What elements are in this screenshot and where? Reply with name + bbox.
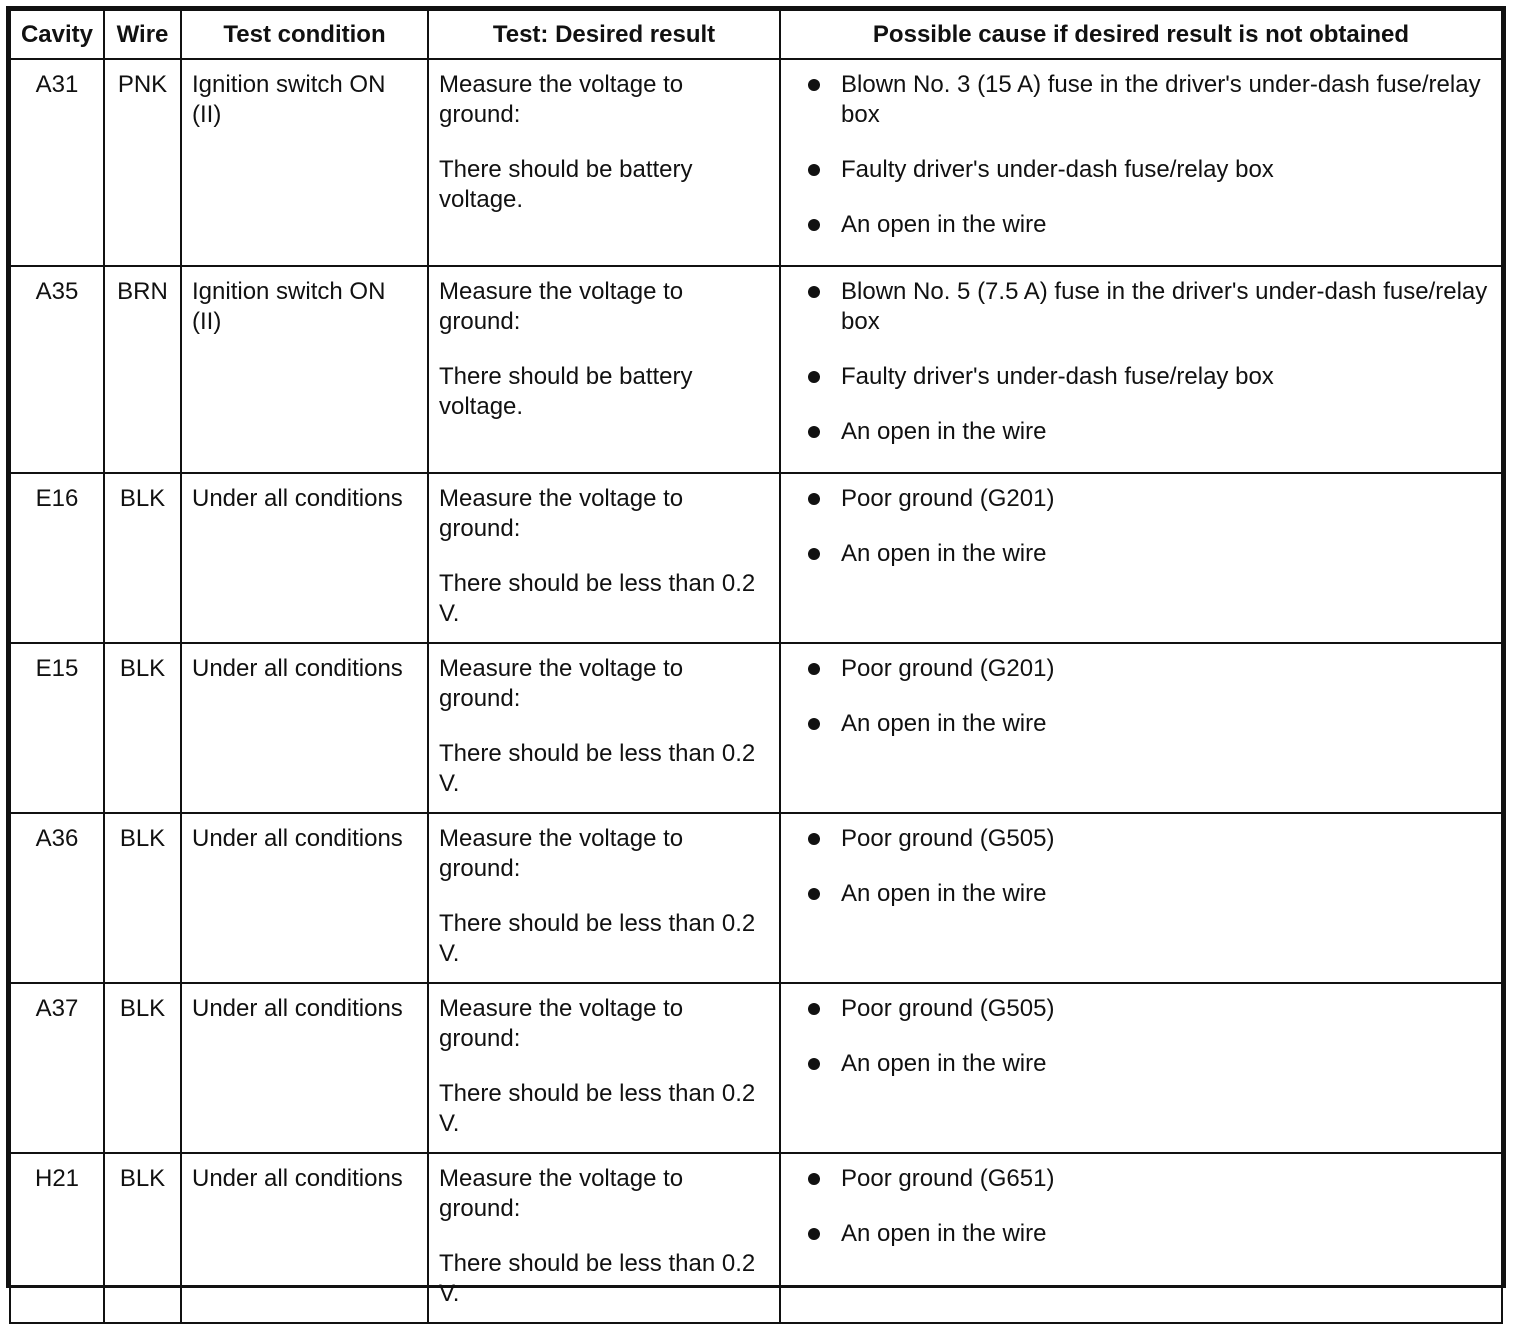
cavity-cell: A31: [10, 59, 104, 266]
wire-cell: BLK: [104, 813, 181, 983]
cavity-cell: H21: [10, 1153, 104, 1323]
cavity-cell: E16: [10, 473, 104, 643]
cause-item: Faulty driver's under-dash fuse/relay box: [841, 362, 1491, 392]
cause-cell: [780, 59, 1502, 266]
cause-item: Poor ground (G651): [841, 1164, 1491, 1194]
cause-item: Poor ground (G505): [841, 994, 1491, 1024]
test-instruction: Measure the voltage to ground:: [439, 995, 684, 1052]
cause-cell: [780, 813, 1502, 983]
condition-cell: Under all conditions: [181, 983, 428, 1153]
cause-item: Poor ground (G505): [841, 824, 1491, 854]
header-cavity: Cavity: [10, 10, 104, 59]
test-instruction: Measure the voltage to ground:: [439, 485, 684, 542]
condition-cell: Ignition switch ON (II): [181, 59, 428, 266]
wire-cell: BLK: [104, 1153, 181, 1323]
test-cell: [428, 1153, 780, 1323]
cause-list: [791, 70, 1491, 240]
test-instruction: Measure the voltage to ground:: [439, 1165, 684, 1222]
cause-item: An open in the wire: [841, 1219, 1491, 1249]
cavity-cell: A37: [10, 983, 104, 1153]
cause-item: Poor ground (G201): [841, 484, 1491, 514]
test-instruction: Measure the voltage to ground:: [439, 71, 684, 128]
cause-item: Poor ground (G201): [841, 654, 1491, 684]
cause-cell: [780, 473, 1502, 643]
table-row: [10, 1153, 1502, 1323]
wire-cell: BLK: [104, 473, 181, 643]
test-instruction: Measure the voltage to ground:: [439, 825, 684, 882]
cause-item: An open in the wire: [841, 417, 1491, 447]
table-row: [10, 813, 1502, 983]
test-expected: There should be less than 0.2 V.: [439, 1080, 756, 1137]
test-expected: There should be less than 0.2 V.: [439, 910, 756, 967]
cause-list: [791, 484, 1491, 569]
troubleshooting-table-page: [6, 6, 1506, 1307]
header-row: [10, 10, 1502, 59]
test-cell: [428, 643, 780, 813]
cause-item: An open in the wire: [841, 879, 1491, 909]
condition-cell: Under all conditions: [181, 643, 428, 813]
cause-item: An open in the wire: [841, 539, 1491, 569]
cause-cell: [780, 643, 1502, 813]
cause-item: Blown No. 5 (7.5 A) fuse in the driver's under-dash fuse/relay box: [841, 277, 1491, 337]
header-wire: Wire: [104, 10, 181, 59]
cause-list: [791, 654, 1491, 739]
cause-cell: [780, 266, 1502, 473]
test-expected: There should be battery voltage.: [439, 363, 693, 420]
condition-cell: Under all conditions: [181, 473, 428, 643]
condition-cell: Under all conditions: [181, 1153, 428, 1323]
cause-list: [791, 277, 1491, 447]
wire-cell: BLK: [104, 983, 181, 1153]
test-instruction: Measure the voltage to ground:: [439, 655, 684, 712]
test-cell: [428, 59, 780, 266]
test-cell: [428, 813, 780, 983]
table-row: [10, 983, 1502, 1153]
condition-cell: Ignition switch ON (II): [181, 266, 428, 473]
cause-item: An open in the wire: [841, 1049, 1491, 1079]
troubleshooting-table: [9, 9, 1503, 1324]
table-row: [10, 59, 1502, 266]
test-expected: There should be less than 0.2 V.: [439, 1250, 756, 1307]
cause-cell: [780, 983, 1502, 1153]
cause-list: [791, 1164, 1491, 1249]
condition-cell: Under all conditions: [181, 813, 428, 983]
cause-list: [791, 994, 1491, 1079]
cause-cell: [780, 1153, 1502, 1323]
wire-cell: BLK: [104, 643, 181, 813]
test-cell: [428, 983, 780, 1153]
cause-item: Blown No. 3 (15 A) fuse in the driver's under-dash fuse/relay box: [841, 70, 1491, 130]
header-test-desired-result: Test: Desired result: [428, 10, 780, 59]
cause-item: Faulty driver's under-dash fuse/relay box: [841, 155, 1491, 185]
test-expected: There should be battery voltage.: [439, 156, 693, 213]
header-possible-cause: Possible cause if desired result is not obtained: [780, 10, 1502, 59]
table-row: [10, 643, 1502, 813]
test-cell: [428, 266, 780, 473]
header-test-condition: Test condition: [181, 10, 428, 59]
cause-list: [791, 824, 1491, 909]
test-expected: There should be less than 0.2 V.: [439, 740, 756, 797]
test-expected: There should be less than 0.2 V.: [439, 570, 756, 627]
wire-cell: BRN: [104, 266, 181, 473]
wire-cell: PNK: [104, 59, 181, 266]
table-row: [10, 266, 1502, 473]
cause-item: An open in the wire: [841, 210, 1491, 240]
cavity-cell: A35: [10, 266, 104, 473]
cavity-cell: A36: [10, 813, 104, 983]
cause-item: An open in the wire: [841, 709, 1491, 739]
test-cell: [428, 473, 780, 643]
cavity-cell: E15: [10, 643, 104, 813]
table-row: [10, 473, 1502, 643]
test-instruction: Measure the voltage to ground:: [439, 278, 684, 335]
